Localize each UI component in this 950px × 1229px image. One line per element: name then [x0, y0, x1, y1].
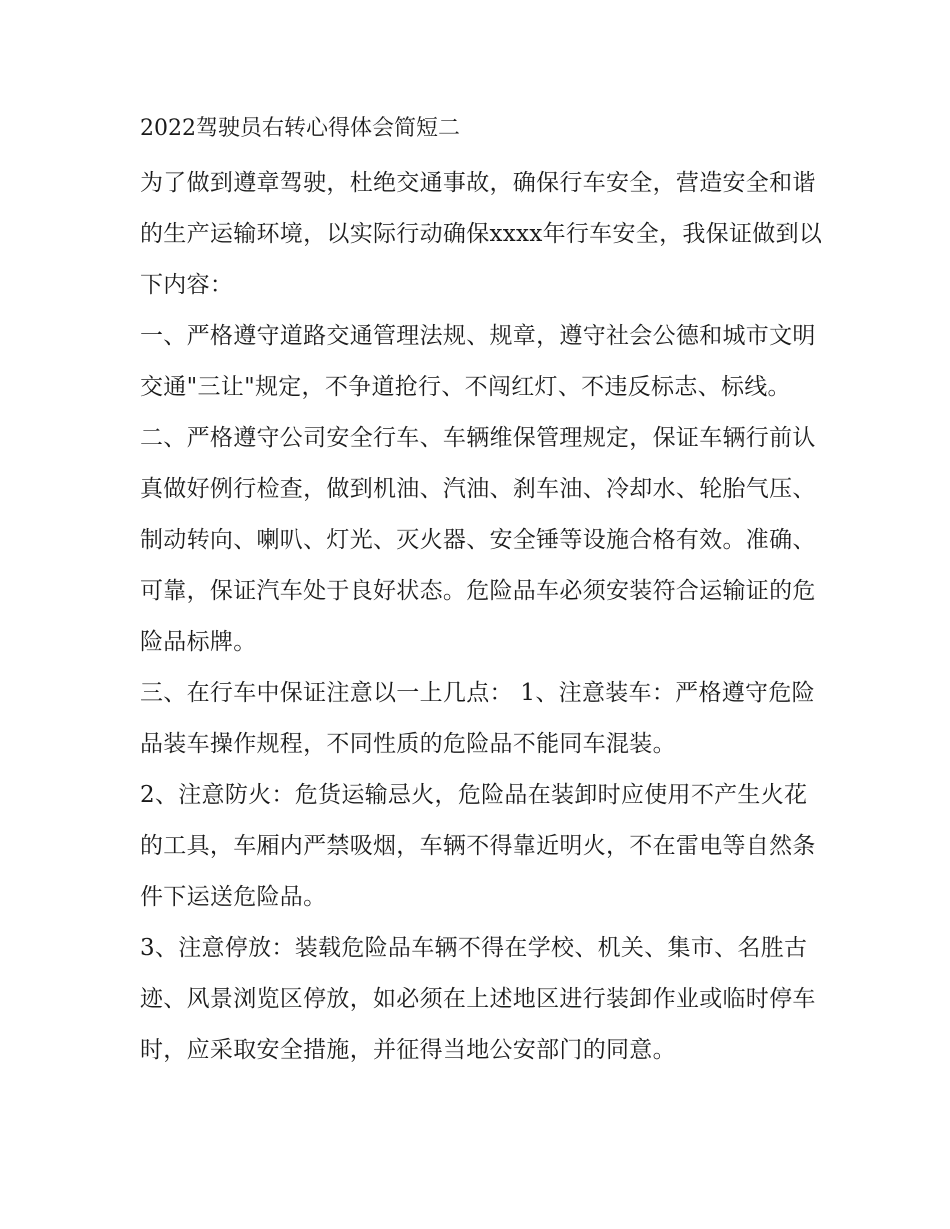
- paragraph-item-1: 一、严格遵守道路交通管理法规、规章，遵守社会公德和城市文明交通"三让"规定，不争道抢行、不闯红灯、不违反标志、标线。: [140, 323, 816, 400]
- paragraph-fire-prevention: 2、注意防火：危货运输忌火，危险品在装卸时应使用不产生火花的工具，车厢内严禁吸烟，车辆不得靠近明火，不在雷电等自然条件下运送危险品。: [140, 782, 816, 910]
- paragraph-intro: 为了做到遵章驾驶，杜绝交通事故，确保行车安全，营造安全和谐的生产运输环境，以实际行动确保xxxx年行车安全，我保证做到以下内容：: [140, 170, 823, 298]
- document-title: 2022驾驶员右转心得体会简短二: [140, 116, 460, 141]
- document-body: [140, 104, 830, 1076]
- paragraph-item-2: 二、严格遵守公司安全行车、车辆维保管理规定，保证车辆行前认真做好例行检查，做到机油、汽油、刹车油、冷却水、轮胎气压、制动转向、喇叭、灯光、灭火器、安全锤等设施合格有效。准确、可靠，保证汽车处于良好状态。危险品车必须安装符合运输证的危险品标牌。: [140, 425, 816, 655]
- paragraph-parking: 3、注意停放：装载危险品车辆不得在学校、机关、集市、名胜古迹、风景浏览区停放，如必须在上述地区进行装卸作业或临时停车时，应采取安全措施，并征得当地公安部门的同意。: [140, 935, 816, 1063]
- paragraph-item-3: 三、在行车中保证注意以一上几点： 1、注意装车：严格遵守危险品装车操作规程，不同性质的危险品不能同车混装。: [140, 680, 815, 757]
